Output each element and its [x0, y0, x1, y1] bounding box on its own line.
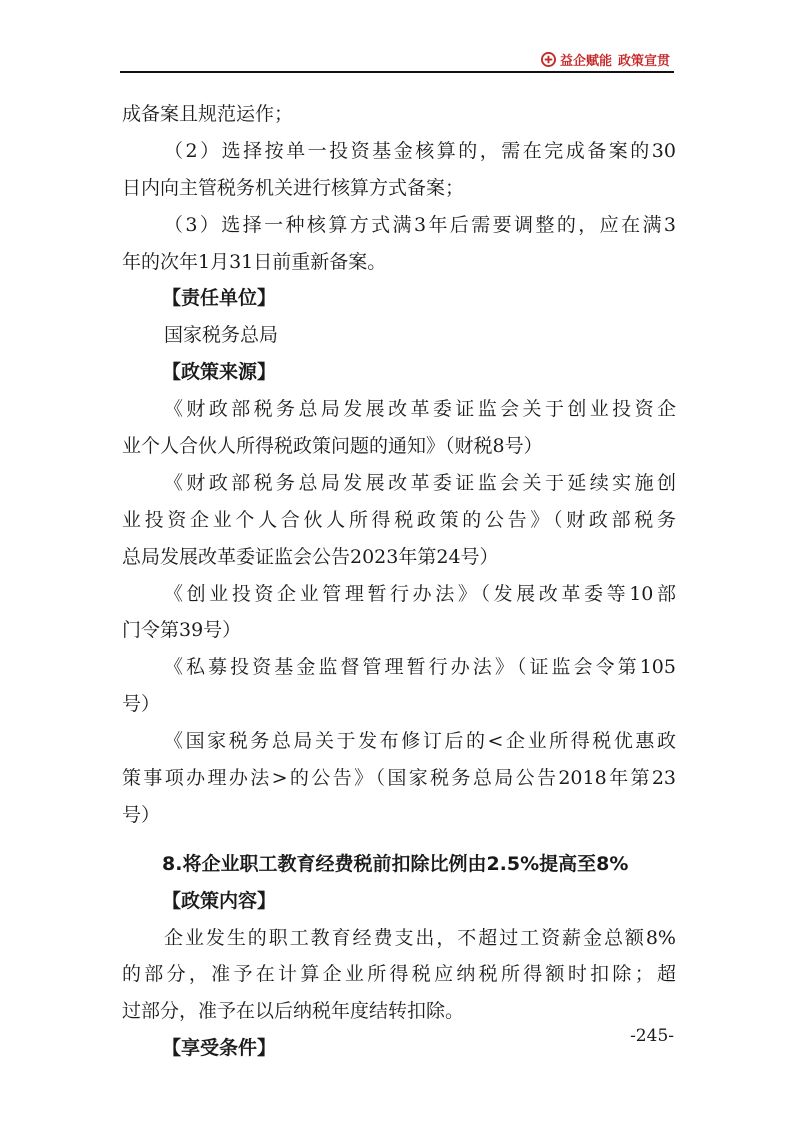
text-line: 《创业投资企业管理暂行办法》（发展改革委等10部 — [164, 582, 676, 605]
text-line: 年的次年1月31日前重新备案。 — [122, 250, 387, 273]
text-line: （2）选择按单一投资基金核算的，需在完成备案的30 — [164, 139, 676, 162]
text-line: 总局发展改革委证监会公告2023年第24号） — [122, 545, 499, 568]
brand — [541, 50, 670, 69]
text-line: 日内向主管税务机关进行核算方式备案； — [122, 176, 465, 199]
text-line: 业投资企业个人合伙人所得税政策的公告》（财政部税务 — [122, 508, 676, 531]
page-header — [0, 0, 794, 76]
text-line: 过部分，准予在以后纳税年度结转扣除。 — [122, 1000, 465, 1023]
text-line: 成备案且规范运作； — [122, 103, 294, 125]
text-line: （3）选择一种核算方式满3年后需要调整的，应在满3 — [164, 213, 676, 236]
text-line: 《财政部税务总局发展改革委证监会关于延续实施创 — [164, 471, 676, 494]
section-heading-unit: 【责任单位】 — [162, 287, 277, 310]
text-line: 《国家税务总局关于发布修订后的<企业所得税优惠政 — [164, 730, 676, 753]
page-content — [122, 96, 676, 1067]
brand-logo-icon — [541, 52, 556, 67]
text-line: 策事项办理办法>的公告》（国家税务总局公告2018年第23 — [122, 767, 676, 790]
section-heading-content: 【政策内容】 — [162, 889, 277, 912]
text-line: 的部分，准予在计算企业所得税应纳税所得额时扣除；超 — [122, 963, 676, 986]
text-line: 《财政部税务总局发展改革委证监会关于创业投资企 — [164, 398, 676, 421]
text-line: 号） — [122, 693, 161, 716]
header-rule — [120, 71, 674, 73]
text-line: 业个人合伙人所得税政策问题的通知》（财税8号） — [122, 435, 543, 458]
text-line: 号） — [122, 803, 161, 826]
text-line: 国家税务总局 — [164, 324, 279, 347]
text-line: 《私募投资基金监督管理暂行办法》（证监会令第105 — [164, 656, 676, 679]
brand-main: 益企赋能 — [559, 54, 612, 69]
section-heading-source: 【政策来源】 — [162, 361, 277, 384]
section-heading-conditions: 【享受条件】 — [162, 1037, 277, 1060]
section-title: 8.将企业职工教育经费税前扣除比例由2.5%提高至8% — [162, 852, 629, 875]
brand-sub: 政策宣贯 — [617, 54, 670, 69]
page-number: -245- — [630, 1026, 674, 1046]
text-line: 门令第39号） — [122, 619, 242, 642]
text-line: 企业发生的职工教育经费支出，不超过工资薪金总额8% — [164, 926, 676, 949]
